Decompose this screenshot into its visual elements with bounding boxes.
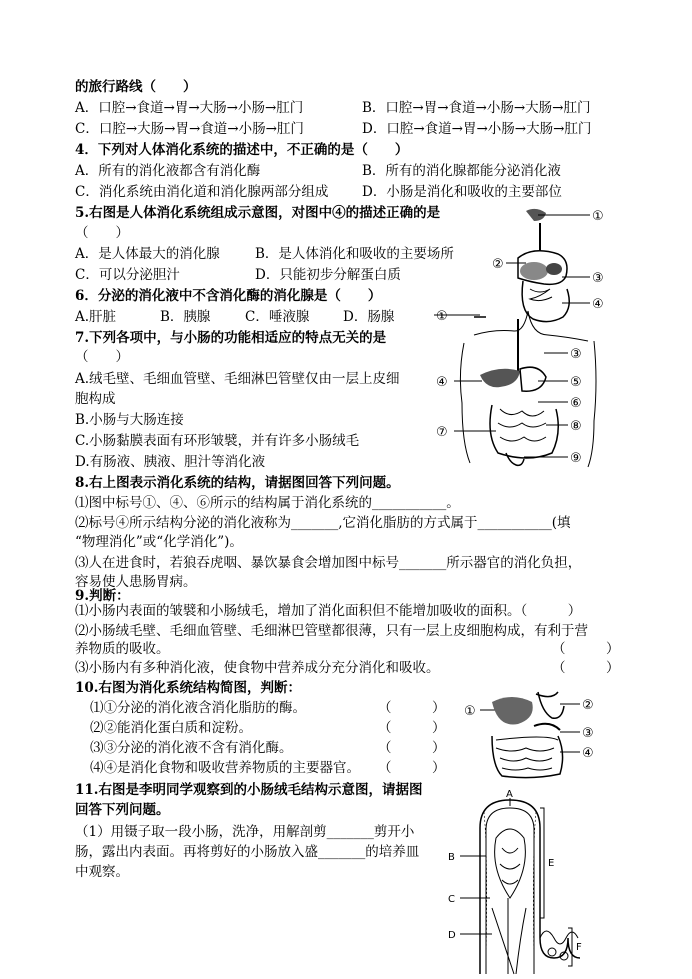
q7-fig-label-1: ①: [436, 309, 448, 324]
q5-fig-label-1: ①: [592, 209, 604, 224]
q10-sub4-blank: （ ）: [378, 760, 446, 776]
q7-option-d: D.有肠液、胰液、胆汁等消化液: [75, 454, 266, 470]
q10-fig-label-1: ①: [464, 704, 476, 719]
q6-stem: 6．分泌的消化液中不含消化酶的消化腺是（ ）: [75, 288, 382, 304]
q7-fig-label-9: ⑨: [570, 451, 582, 466]
q7-fig-label-6: ⑥: [570, 396, 582, 411]
q10-sub2: ⑵②能消化蛋白质和淀粉。: [90, 720, 252, 736]
q9-sub2-blank: （ ）: [552, 641, 620, 657]
q8-sub3-line2: 容易使人患肠胃病。: [75, 574, 197, 590]
q5-option-d: D．只能初步分解蛋白质: [255, 267, 401, 283]
q7-option-c: C.小肠黏膜表面有环形皱襞，并有许多小肠绒毛: [75, 433, 360, 449]
q8-stem: 8.右上图表示消化系统的结构，请据图回答下列问题。: [75, 475, 400, 491]
q11-fig-label-b: B: [448, 852, 455, 863]
q3-stem-tail: 的旅行路线（ ）: [75, 79, 197, 95]
q4-option-b: B．所有的消化腺都能分泌消化液: [362, 163, 561, 179]
q11-fig-label-e: E: [548, 858, 555, 869]
q11-stem-line2: 回答下列问题。: [75, 802, 170, 818]
q7-digestive-system-figure: [434, 305, 624, 470]
q7-fig-label-5: ⑤: [570, 375, 582, 390]
q7-stem: 7.下列各项中，与小肠的功能相适应的特点无关的是: [75, 330, 387, 346]
q4-option-a: A．所有的消化液都含有消化酶: [75, 163, 261, 179]
q11-fig-label-d: D: [448, 930, 456, 941]
q7-fig-label-8: ⑧: [570, 419, 582, 434]
q6-option-c: C．唾液腺: [245, 309, 310, 325]
q6-option-a: A.肝脏: [75, 309, 117, 325]
q9-stem: 9.判断：: [75, 588, 130, 604]
q5-blank: （ ）: [75, 225, 129, 241]
q8-sub3-line1: ⑶人在进食时，若狼吞虎咽、暴饮暴食会增加图中标号_______所示器官的消化负担，: [75, 555, 582, 571]
q7-blank: （ ）: [75, 349, 129, 365]
q9-sub3-blank: （ ）: [552, 660, 620, 676]
q10-sub3-blank: （ ）: [378, 740, 446, 756]
q9-sub2-line1: ⑵小肠绒毛壁、毛细血管壁、毛细淋巴管壁都很薄，只有一层上皮细胞构成，有利于营: [75, 623, 588, 639]
q11-villus-structure-figure: [440, 788, 600, 976]
q5-option-a: A．是人体最大的消化腺: [75, 246, 220, 262]
q5-fig-label-3: ③: [592, 271, 604, 286]
q5-fig-label-2: ②: [492, 257, 504, 272]
q10-sub1: ⑴①分泌的消化液含消化脂肪的酶。: [90, 700, 306, 716]
q11-sub1-line2: 肠，露出内表面。再将剪好的小肠放入盛_______的培养皿: [75, 844, 420, 860]
q11-stem-line1: 11.右图是李明同学观察到的小肠绒毛结构示意图，请据图: [75, 782, 423, 798]
q7-option-a-line2: 胞构成: [75, 391, 116, 407]
q3-option-a: A．口腔→食道→胃→大肠→小肠→肛门: [75, 100, 304, 116]
q8-sub2-line2: “物理消化”或“化学消化”)。: [75, 534, 243, 550]
q11-fig-label-a: A: [506, 789, 513, 800]
q3-option-d: D．口腔→食道→胃→小肠→大肠→肛门: [362, 121, 592, 137]
q4-option-d: D．小肠是消化和吸收的主要部位: [362, 184, 562, 200]
q9-sub2-line2: 养物质的吸收。: [75, 641, 170, 657]
q6-option-d: D．肠腺: [343, 309, 395, 325]
q5-stem: 5.右图是人体消化系统组成示意图，对图中④的描述正确的是: [75, 205, 441, 221]
q9-sub1: ⑴小肠内表面的皱襞和小肠绒毛，增加了消化面积但不能增加吸收的面积。（ ）: [75, 603, 582, 619]
q10-stem: 10.右图为消化系统结构简图，判断：: [75, 680, 301, 696]
q10-sub3: ⑶③分泌的消化液不含有消化酶。: [90, 740, 293, 756]
q7-fig-label-3: ③: [570, 347, 582, 362]
q3-option-c: C．口腔→大肠→胃→食道→小肠→肛门: [75, 121, 304, 137]
q7-fig-label-4: ④: [436, 375, 448, 390]
q4-option-c: C．消化系统由消化道和消化腺两部分组成: [75, 184, 329, 200]
q3-option-b: B．口腔→胃→食道→小肠→大肠→肛门: [362, 100, 591, 116]
q10-sub4: ⑷④是消化食物和吸收营养物质的主要器官。: [90, 760, 360, 776]
q10-sub1-blank: （ ）: [378, 700, 446, 716]
q10-fig-label-2: ②: [582, 698, 594, 713]
q9-sub3: ⑶小肠内有多种消化液，使食物中营养成分充分消化和吸收。: [75, 660, 440, 676]
q4-stem: 4．下列对人体消化系统的描述中，不正确的是（ ）: [75, 142, 409, 158]
q5-fig-label-4: ④: [592, 297, 604, 312]
q7-fig-label-7: ⑦: [436, 425, 448, 440]
q11-sub1-line3: 中观察。: [75, 864, 129, 880]
q5-option-b: B．是人体消化和吸收的主要场所: [255, 246, 454, 262]
q5-option-c: C．可以分泌胆汁: [75, 267, 180, 283]
q6-option-b: B．胰腺: [160, 309, 211, 325]
q7-option-b: B.小肠与大肠连接: [75, 412, 184, 428]
q11-fig-label-c: C: [448, 894, 455, 905]
q10-fig-label-4: ④: [582, 746, 594, 761]
q10-fig-label-3: ③: [582, 726, 594, 741]
q7-option-a-line1: A.绒毛壁、毛细血管壁、毛细淋巴管壁仅由一层上皮细: [75, 371, 400, 387]
q8-sub1: ⑴图中标号①、④、⑥所示的结构属于消化系统的___________。: [75, 495, 460, 511]
q8-sub2-line1: ⑵标号④所示结构分泌的消化液称为_______,它消化脂肪的方式属于___________(填: [75, 515, 571, 531]
q10-sub2-blank: （ ）: [378, 720, 446, 736]
q10-digestive-system-figure: [462, 688, 612, 780]
q11-sub1-line1: （1）用镊子取一段小肠，洗净，用解剖剪_______剪开小: [75, 824, 415, 840]
q11-fig-label-f: F: [576, 942, 582, 953]
